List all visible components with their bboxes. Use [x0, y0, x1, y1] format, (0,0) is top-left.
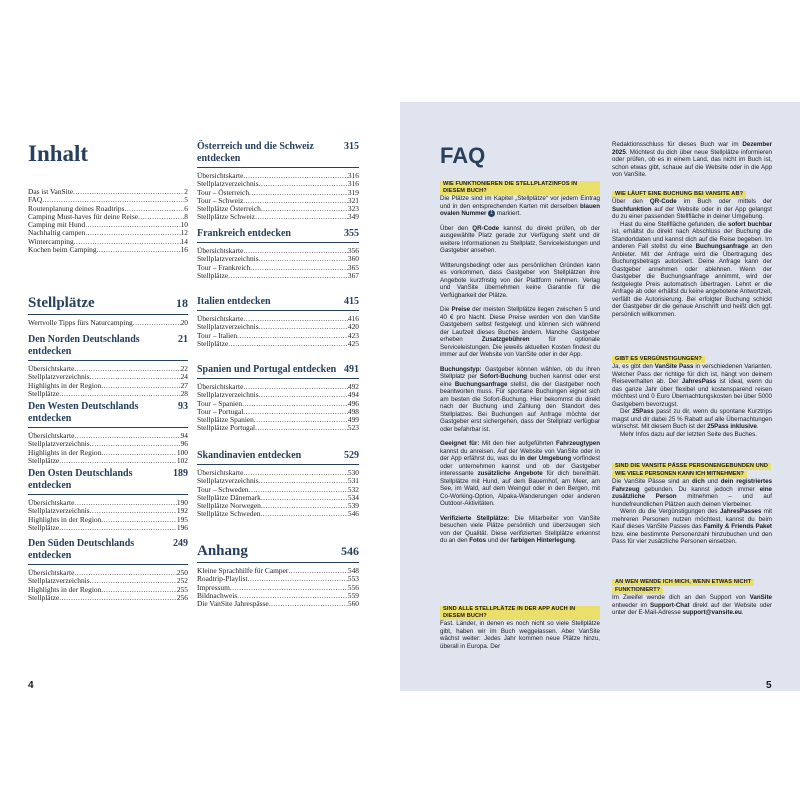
toc-entry[interactable]: Highlights in der Region ..... 195 — [28, 516, 188, 524]
faq-question: AN WEN WENDE ICH MICH, WENN ETWAS NICHT — [612, 579, 754, 586]
toc-section-norden — [28, 334, 188, 398]
toc-entry[interactable]: Übersichtskarte ..... 530 — [197, 469, 359, 477]
toc-entry[interactable]: Bildnachweis ..... 559 — [197, 592, 359, 600]
page-number-left: 4 — [28, 680, 34, 691]
toc-entry[interactable]: Tour – Schweiz ..... 321 — [197, 197, 359, 205]
section-heading[interactable]: Den Westen Deutschlands entdecken 93 — [28, 401, 188, 424]
section-rule — [197, 167, 359, 168]
faq-question-cont: FUNKTIONIERT? — [612, 587, 663, 594]
toc-entry[interactable]: Stellplätze Österreich ..... 323 — [197, 205, 359, 213]
toc-entry[interactable]: Stellplätze ..... 425 — [197, 340, 359, 348]
section-heading[interactable]: Den Osten Deutschlands entdecken 189 — [28, 468, 188, 491]
faq-block-redaktionsschluss: Redaktionsschluss für dieses Buch war im Dezember 2025. Möchtest du dich über neue Stellplätze informieren oder prüfen, ob es in einem Land, das nicht im Buch ist, schon etwas gibt, schaue auf die Website oder in die App von VanSite. — [612, 141, 772, 178]
toc-section-osten — [28, 468, 188, 532]
section-rule — [28, 494, 188, 495]
section-rule — [197, 310, 359, 311]
toc-entry[interactable]: Stellplätze ..... 28 — [28, 390, 188, 398]
toc-intro — [28, 188, 188, 254]
toc-entry[interactable]: Highlights in der Region ..... 27 — [28, 382, 188, 390]
toc-entry[interactable]: Stellplätze ..... 256 — [28, 594, 188, 602]
toc-entry[interactable]: Camping mit Hund ..... 10 — [28, 221, 188, 229]
number-badge-icon: 1 — [488, 210, 495, 217]
toc-entry[interactable]: Impressum ..... 556 — [197, 584, 359, 592]
section-heading[interactable]: Stellplätze 18 — [28, 295, 188, 311]
section-heading[interactable]: Anhang 546 — [197, 543, 359, 559]
toc-entry[interactable]: Stellplätze Dänemark ..... 534 — [197, 494, 359, 502]
section-heading[interactable]: Frankreich entdecken 355 — [197, 228, 359, 239]
toc-entry[interactable]: Stellplätze Portugal ..... 523 — [197, 424, 359, 432]
faq-question: WIE LÄUFT EINE BUCHUNG BEI VANSITE AB? — [612, 191, 746, 198]
toc-entry[interactable]: Nachhaltig campen ..... 12 — [28, 229, 188, 237]
page-number-right: 5 — [766, 680, 772, 691]
toc-entry[interactable]: Tour – Schweden ..... 532 — [197, 486, 359, 494]
toc-entry[interactable]: Stellplätze Schweiz ..... 349 — [197, 213, 359, 221]
toc-section-spanien — [197, 364, 359, 433]
toc-entry[interactable]: Roadtrip-Playlist ..... 553 — [197, 575, 359, 583]
toc-section-oesterreich — [197, 141, 359, 222]
toc-entry[interactable]: Stellplätze ..... 196 — [28, 524, 188, 532]
toc-entry[interactable]: Wertvolle Tipps fürs Naturcamping ..... 20 — [28, 319, 188, 327]
faq-question: GIBT ES VERGÜNSTIGUNGEN? — [612, 356, 705, 363]
toc-entry[interactable]: Stellplatzverzeichnis ..... 316 — [197, 180, 359, 188]
toc-entry[interactable]: Tour – Portugal ..... 498 — [197, 408, 359, 416]
section-rule — [28, 427, 188, 428]
toc-entry[interactable]: Stellplatzverzeichnis ..... 494 — [197, 391, 359, 399]
section-rule — [28, 314, 188, 315]
toc-entry[interactable]: Tour – Spanien ..... 496 — [197, 400, 359, 408]
toc-entry[interactable]: Kochen beim Camping ..... 16 — [28, 246, 188, 254]
toc-entry[interactable]: Highlights in der Region ..... 255 — [28, 586, 188, 594]
toc-entry[interactable]: Stellplatzverzeichnis ..... 420 — [197, 323, 359, 331]
toc-entry[interactable]: Camping Must-haves für deine Reise ..... 8 — [28, 213, 188, 221]
section-heading[interactable]: Den Süden Deutschlands entdecken 249 — [28, 538, 188, 561]
toc-entry[interactable]: Stellplatzverzeichnis ..... 96 — [28, 440, 188, 448]
toc-entry[interactable]: FAQ ..... 5 — [28, 196, 188, 204]
toc-entry[interactable]: Übersichtskarte ..... 492 — [197, 383, 359, 391]
toc-entry[interactable]: Stellplatzverzeichnis ..... 192 — [28, 507, 188, 515]
toc-entry[interactable]: Stellplätze Schweden ..... 546 — [197, 510, 359, 518]
toc-entry[interactable]: Highlights in der Region ..... 100 — [28, 449, 188, 457]
toc-section-frankreich — [197, 228, 359, 280]
toc-entry[interactable]: Stellplatzverzeichnis ..... 360 — [197, 255, 359, 263]
toc-entry[interactable]: Übersichtskarte ..... 94 — [28, 432, 188, 440]
faq-question: WIE FUNKTIONIEREN DIE STELLPLATZINFOS IN DIESEM BUCH? — [440, 181, 600, 195]
toc-entry[interactable]: Stellplätze Spanien ..... 499 — [197, 416, 359, 424]
toc-entry[interactable]: Übersichtskarte ..... 22 — [28, 365, 188, 373]
section-rule — [28, 360, 188, 361]
toc-entry[interactable]: Übersichtskarte ..... 190 — [28, 499, 188, 507]
section-heading[interactable]: Skandinavien entdecken 529 — [197, 450, 359, 461]
toc-entry[interactable]: Stellplätze ..... 102 — [28, 457, 188, 465]
faq-question: SIND ALLE STELLPLÄTZE IN DER APP AUCH IN DIESEM BUCH? — [440, 606, 600, 620]
faq-block-verguenstigungen: GIBT ES VERGÜNSTIGUNGEN? Ja, es gibt den VanSite Pass in verschiedenen Varianten. Welcher Pass der richtige für dich ist, hängt von deinem Reiseverhalten ab. Der JahresPass ist ideal, wenn du das ganze Jahr über flexibel und kostensparend reisen möchtest und 0 Euro Übernachtungskosten bei über 5000 Gastgebern bevorzugst. Der 25Pass passt zu dir, wenn du spontane Kurztrips magst und dir dabei 25 % Rabatt auf alle Übernachtungen wünschst. Mit diesem Buch ist der 25Pass inklusive. Mehr Infos dazu auf der letzten Seite des Buches. — [612, 356, 772, 438]
toc-entry[interactable]: Routenplanung deines Roadtrips ..... 6 — [28, 205, 188, 213]
toc-entry[interactable]: Das ist VanSite ..... 2 — [28, 188, 188, 196]
toc-entry[interactable]: Stellplatzverzeichnis ..... 24 — [28, 373, 188, 381]
section-heading[interactable]: Den Norden Deutschlands entdecken 21 — [28, 334, 188, 357]
faq-title: FAQ — [440, 143, 486, 168]
toc-entry[interactable]: Tour – Italien ..... 423 — [197, 332, 359, 340]
toc-entry[interactable]: Tour – Österreich ..... 319 — [197, 189, 359, 197]
toc-entry[interactable]: Kleine Sprachhilfe für Camper ..... 548 — [197, 567, 359, 575]
section-heading[interactable]: Italien entdecken 415 — [197, 296, 359, 307]
toc-entry[interactable]: Übersichtskarte ..... 250 — [28, 569, 188, 577]
toc-entry[interactable]: Wintercamping ..... 14 — [28, 238, 188, 246]
toc-entry[interactable]: Stellplätze Norwegen ..... 539 — [197, 502, 359, 510]
section-rule — [28, 564, 188, 565]
toc-entry[interactable]: Tour – Frankreich ..... 365 — [197, 264, 359, 272]
toc-entry[interactable]: Stellplatzverzeichnis ..... 531 — [197, 477, 359, 485]
toc-entry[interactable]: Übersichtskarte ..... 356 — [197, 247, 359, 255]
toc-section-italien — [197, 296, 359, 348]
section-rule — [197, 562, 359, 563]
toc-section-skandinavien — [197, 450, 359, 519]
faq-block-paesse: SIND DIE VANSITE PÄSSE PERSONENGEBUNDEN UND WIE VIELE PERSONEN KANN ICH MITNEHMEN? Die VanSite Pässe sind an dich und dein registriertes Fahrzeug gebunden. Du kannst jedoch immer eine zusätzliche Person mitnehmen – und auf hundefreundlichen Plätzen auch deinen Vierbeiner. Wenn du die Vergünstigungen des JahresPasses mit mehreren Personen nutzen möchtest, kannst du beim Kauf dieses VanSite Passes das Family & Friends Paket bzw. eine bestimmte Personenzahl hinzubuchen und den Pass für vier zusätzliche Personen einsetzen. — [612, 463, 773, 545]
section-heading[interactable]: Österreich und die Schweiz entdecken 315 — [197, 141, 359, 164]
toc-section-stellplaetze — [28, 294, 188, 327]
faq-block-stellplatzinfos: WIE FUNKTIONIEREN DIE STELLPLATZINFOS IN DIESEM BUCH? Die Plätze sind im Kapitel „Stellplätze“ vor jedem Eintrag und in den entsprechenden Karten mit derselben blauen ovalen Nummer 1 markiert. Über den QR-Code kannst du direkt prüfen, ob der ausgewählte Platz gerade zur Verfügung steht und dir weitere Informationen zu Stellplatz, Serviceleistungen und Gastgeber ansehen. Witterungsbedingt oder aus persönlichen Gründen kann es vorkommen, dass Gastgeber von Stellplätzen ihre Angebote kurzfristig von der Plattform nehmen. Verlag und VanSite übernehmen keine Garantie für die Verfügbarkeit der Plätze. Die Preise der meisten Stellplätze liegen zwischen 5 und 40 € pro Nacht. Diese Preise werden von den VanSite Gastgebern selbst festgelegt und können sich während der Laufzeit dieses Buches ändern. Manche Gastgeber erheben Zusatzgebühren für optionale Serviceleistungen. Die jeweils aktuellen Kosten findest du immer auf der Website von VanSite oder in der App. Buchungstyp: Gastgeber können wählen, ob du ihren Stellplatz per Sofort-Buchung buchen kannst oder erst eine Buchungsanfrage stellst, die der Gastgeber noch beantworten muss. Für spontane Buchungen eignet sich am besten die Sofort-Buchung. Hier bekommst du direkt nach der Buchung und Zahlung den Standort des Stellplatzes. Bei Buchungen auf Anfrage möchte der Gastgeber erst sichergehen, dass der Stellplatz verfügbar oder befahrbar ist. Geeignet für: Mit den hier aufgeführten Fahrzeugtypen kannst du anreisen. Auf der Website von VanSite oder in der App erfährst du, was du in der Umgebung vorfindest oder unternehmen kannst und ob der Gastgeber interessante zusätzliche Angebote für dich bereithält. Stellplätze mit Hund, auf dem Bauernhof, am Meer, am See, im Wald, auf dem Weingut oder in den Bergen, mit Co-Working-Option, Alpaka-Wanderungen oder anderen Outdoor-Aktivitäten. Verifizierte Stellplätze: Die Mitarbeiter von VanSite besuchen viele Plätze persönlich und überzeugen sich von der Qualität. Diese verifizierten Stellplätze erkennst du an den Fotos und der farbigen Hinterlegung. — [440, 181, 601, 545]
toc-entry[interactable]: Die VanSite Jahrespässe ..... 560 — [197, 600, 359, 608]
faq-question-cont: WIE VIELE PERSONEN KANN ICH MITNEHMEN? — [612, 471, 747, 478]
toc-entry[interactable]: Stellplatzverzeichnis ..... 252 — [28, 577, 188, 585]
section-heading[interactable]: Spanien und Portugal entdecken 491 — [197, 364, 359, 375]
toc-section-sueden — [28, 538, 188, 602]
toc-entry[interactable]: Stellplätze ..... 367 — [197, 272, 359, 280]
section-rule — [197, 378, 359, 379]
faq-block-app: SIND ALLE STELLPLÄTZE IN DER APP AUCH IN DIESEM BUCH? Fast. Länder, in denen es noch nicht so viele Stellplätze gibt, haben wir im Buch weggelassen. Aber VanSite wächst weiter: Jedes Jahr kommen neue Plätze hinzu, überall in Europa. Der — [440, 606, 600, 650]
section-rule — [197, 464, 359, 465]
faq-question: SIND DIE VANSITE PÄSSE PERSONENGEBUNDEN UND — [612, 463, 771, 470]
toc-entry[interactable]: Übersichtskarte ..... 416 — [197, 315, 359, 323]
toc-section-anhang — [197, 542, 359, 608]
toc-section-westen — [28, 401, 188, 465]
toc-title: Inhalt — [28, 141, 89, 166]
section-rule — [197, 242, 359, 243]
faq-block-support: AN WEN WENDE ICH MICH, WENN ETWAS NICHT FUNKTIONIERT? Im Zweifel wende dich an den Support von VanSite entweder im Support-Chat direkt auf der Website oder unter der E-Mail-Adresse support@vansite.eu. — [612, 579, 773, 616]
faq-block-buchung: WIE LÄUFT EINE BUCHUNG BEI VANSITE AB? Über den QR-Code im Buch oder mittels der Suchfunktion auf der Website oder in der App gelangst du zu einer passenden Stellfläche in deiner Umgebung. Hast du eine Stellfläche gefunden, die sofort buchbar ist, erhältst du direkt nach Abschluss der Buchung die Standortdaten und kannst dich auf die Reise begeben. Im anderen Fall stellst du eine Buchungsanfrage an den Anbieter. Mit der Anfrage wird die Übertragung des Buchungsbetrags autorisiert. Deine Anfrage kann der Gastgeber annehmen oder ablehnen. Wenn der Gastgeber die Buchungsanfrage annimmt, wird der festgelegte Preis automatisch übertragen. Lehnt er die Anfrage ab oder erhältst du keine angebotene Antwortzeit, verfällt die Autorisierung. Bei erfolgter Buchung schickt der Gastgeber dir die genaue Anschrift und heißt dich ggf. persönlich willkommen. — [612, 191, 772, 318]
toc-entry[interactable]: Übersichtskarte ..... 316 — [197, 172, 359, 180]
